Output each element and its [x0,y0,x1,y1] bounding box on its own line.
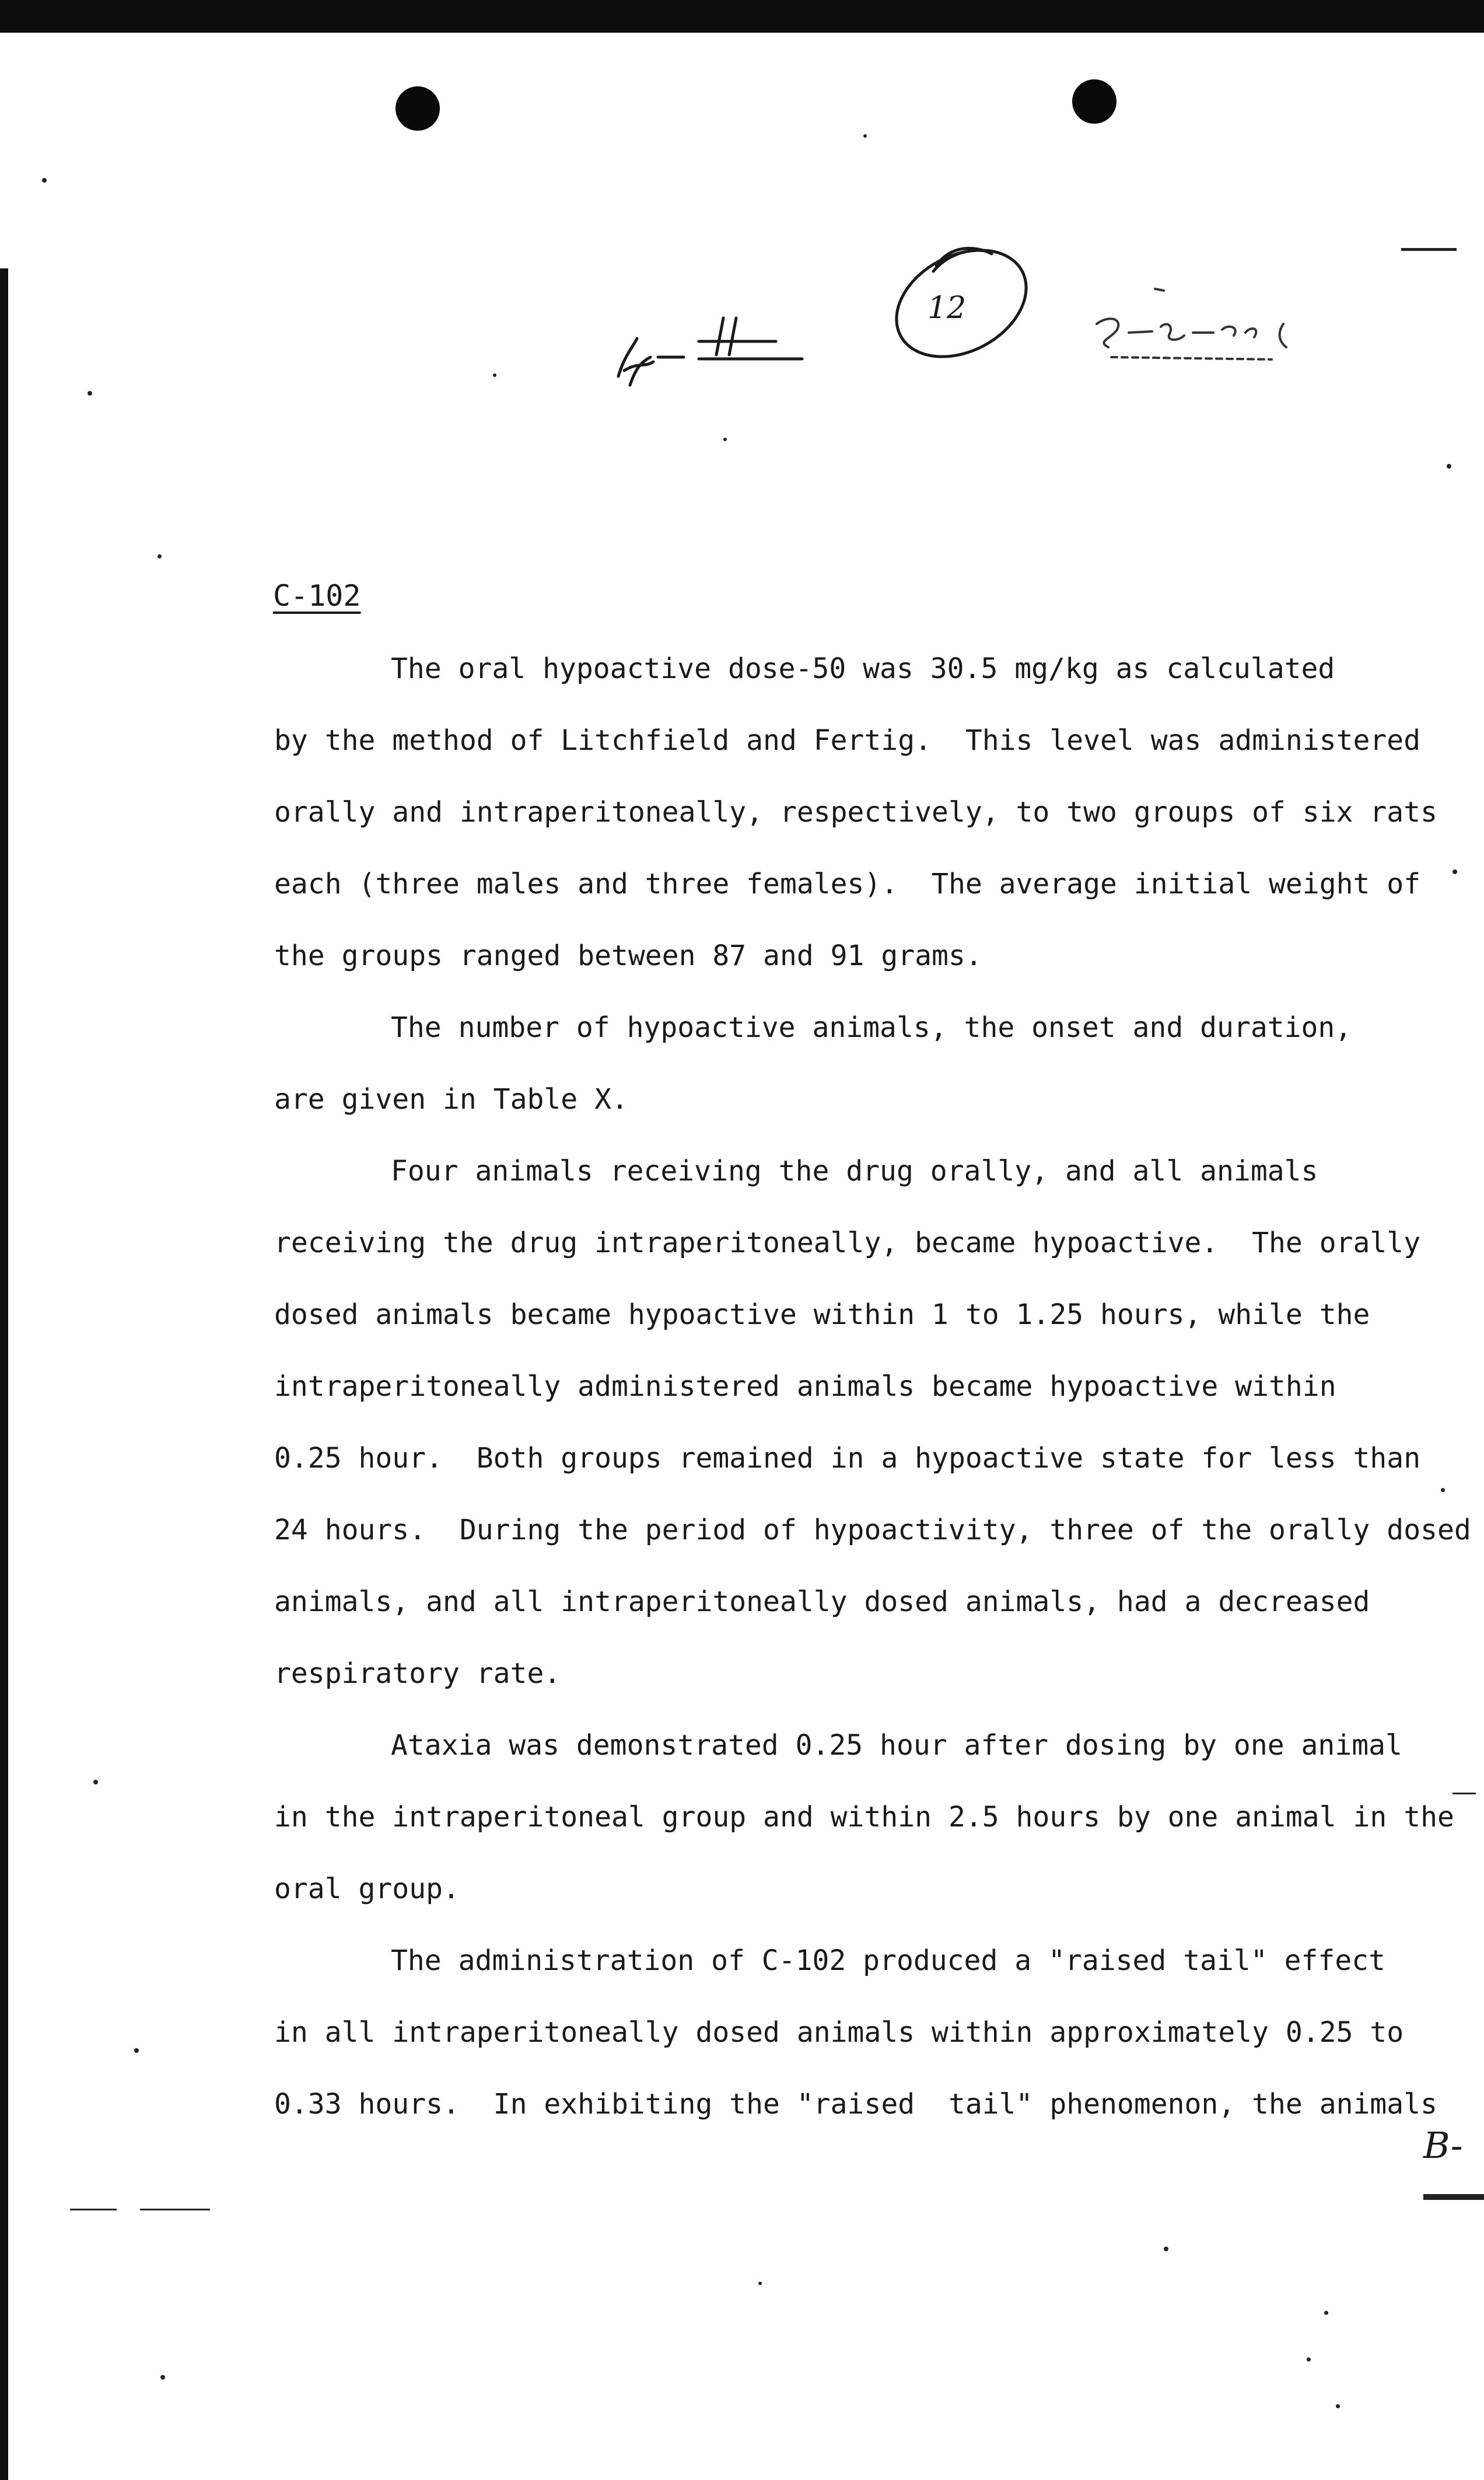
text-line: are given in Table X. [274,1083,628,1116]
text-line: oral group. [274,1873,460,1905]
scan-speck [42,178,47,183]
punch-hole-right [1072,79,1116,124]
text-line: 0.33 hours. In exhibiting the "raised tail" phenomenon, the animals [274,2088,1437,2121]
text-line: The oral hypoactive dose-50 was 30.5 mg/kg as calculated [391,652,1335,685]
section-heading: C-102 [273,579,361,613]
scan-speck [1452,869,1457,874]
scan-top-border [0,0,1484,33]
scan-speck [1441,1488,1445,1492]
scan-speck [134,2048,139,2053]
handwriting-drawing [583,222,1342,420]
text-line: Four animals receiving the drug orally, and all animals [391,1155,1318,1187]
scan-speck [1307,2357,1311,2362]
scan-speck [723,438,727,441]
page-number-mark: B- [1423,2124,1463,2167]
text-line: respiratory rate. [274,1657,561,1690]
scan-speck [1164,2247,1168,2251]
scan-speck [1447,464,1451,469]
text-line: each (three males and three females). The average initial weight of [274,868,1421,900]
scan-speck [1336,2404,1340,2408]
scan-speck [158,554,162,558]
text-line: 0.25 hour. Both groups remained in a hypoactive state for less than [274,1442,1421,1475]
text-line: orally and intraperitoneally, respectively, to two groups of six rats [274,796,1437,829]
text-line: 24 hours. During the period of hypoactivity, three of the orally dosed [274,1514,1471,1546]
text-line: in the intraperitoneal group and within 2.5 hours by one animal in the [274,1801,1454,1833]
text-line: dosed animals became hypoactive within 1 to 1.25 hours, while the [274,1298,1370,1331]
text-line: Ataxia was demonstrated 0.25 hour after dosing by one animal [391,1729,1402,1762]
paragraph-1 [274,633,1437,992]
text-line: The administration of C-102 produced a "raised tail" effect [391,1944,1386,1977]
paragraph-3 [274,1136,1471,1710]
text-line: in all intraperitoneally dosed animals within approximately 0.25 to [274,2016,1404,2049]
scan-speck [863,134,867,138]
circled-number: 12 [928,291,967,326]
text-line: by the method of Litchfield and Fertig. This level was administered [274,724,1421,757]
margin-rule [70,2209,117,2210]
punch-hole-left [396,86,440,131]
handwritten-annotations [583,222,1342,420]
text-line: intraperitoneally administered animals became hypoactive within [274,1370,1336,1403]
scan-speck [493,373,496,377]
body-text [274,633,1471,2140]
text-line: receiving the drug intraperitoneally, became hypoactive. The orally [274,1227,1421,1259]
scan-left-border [0,268,8,2480]
scan-speck [93,1780,98,1784]
paragraph-5 [274,1925,1437,2140]
text-line: animals, and all intraperitoneally dosed animals, had a decreased [274,1585,1370,1618]
margin-rule [1452,1793,1476,1794]
paragraph-4 [274,1710,1454,1925]
scan-speck [88,391,92,396]
scan-speck [1324,2311,1328,2315]
margin-rule [140,2209,210,2210]
scan-speck [758,2282,762,2285]
text-line: The number of hypoactive animals, the onset and duration, [391,1011,1352,1044]
scan-speck [160,2375,165,2380]
margin-rule [1423,2194,1484,2200]
text-line: the groups ranged between 87 and 91 grams. [274,939,982,972]
margin-rule [1401,248,1457,251]
paragraph-2 [274,992,1412,1136]
